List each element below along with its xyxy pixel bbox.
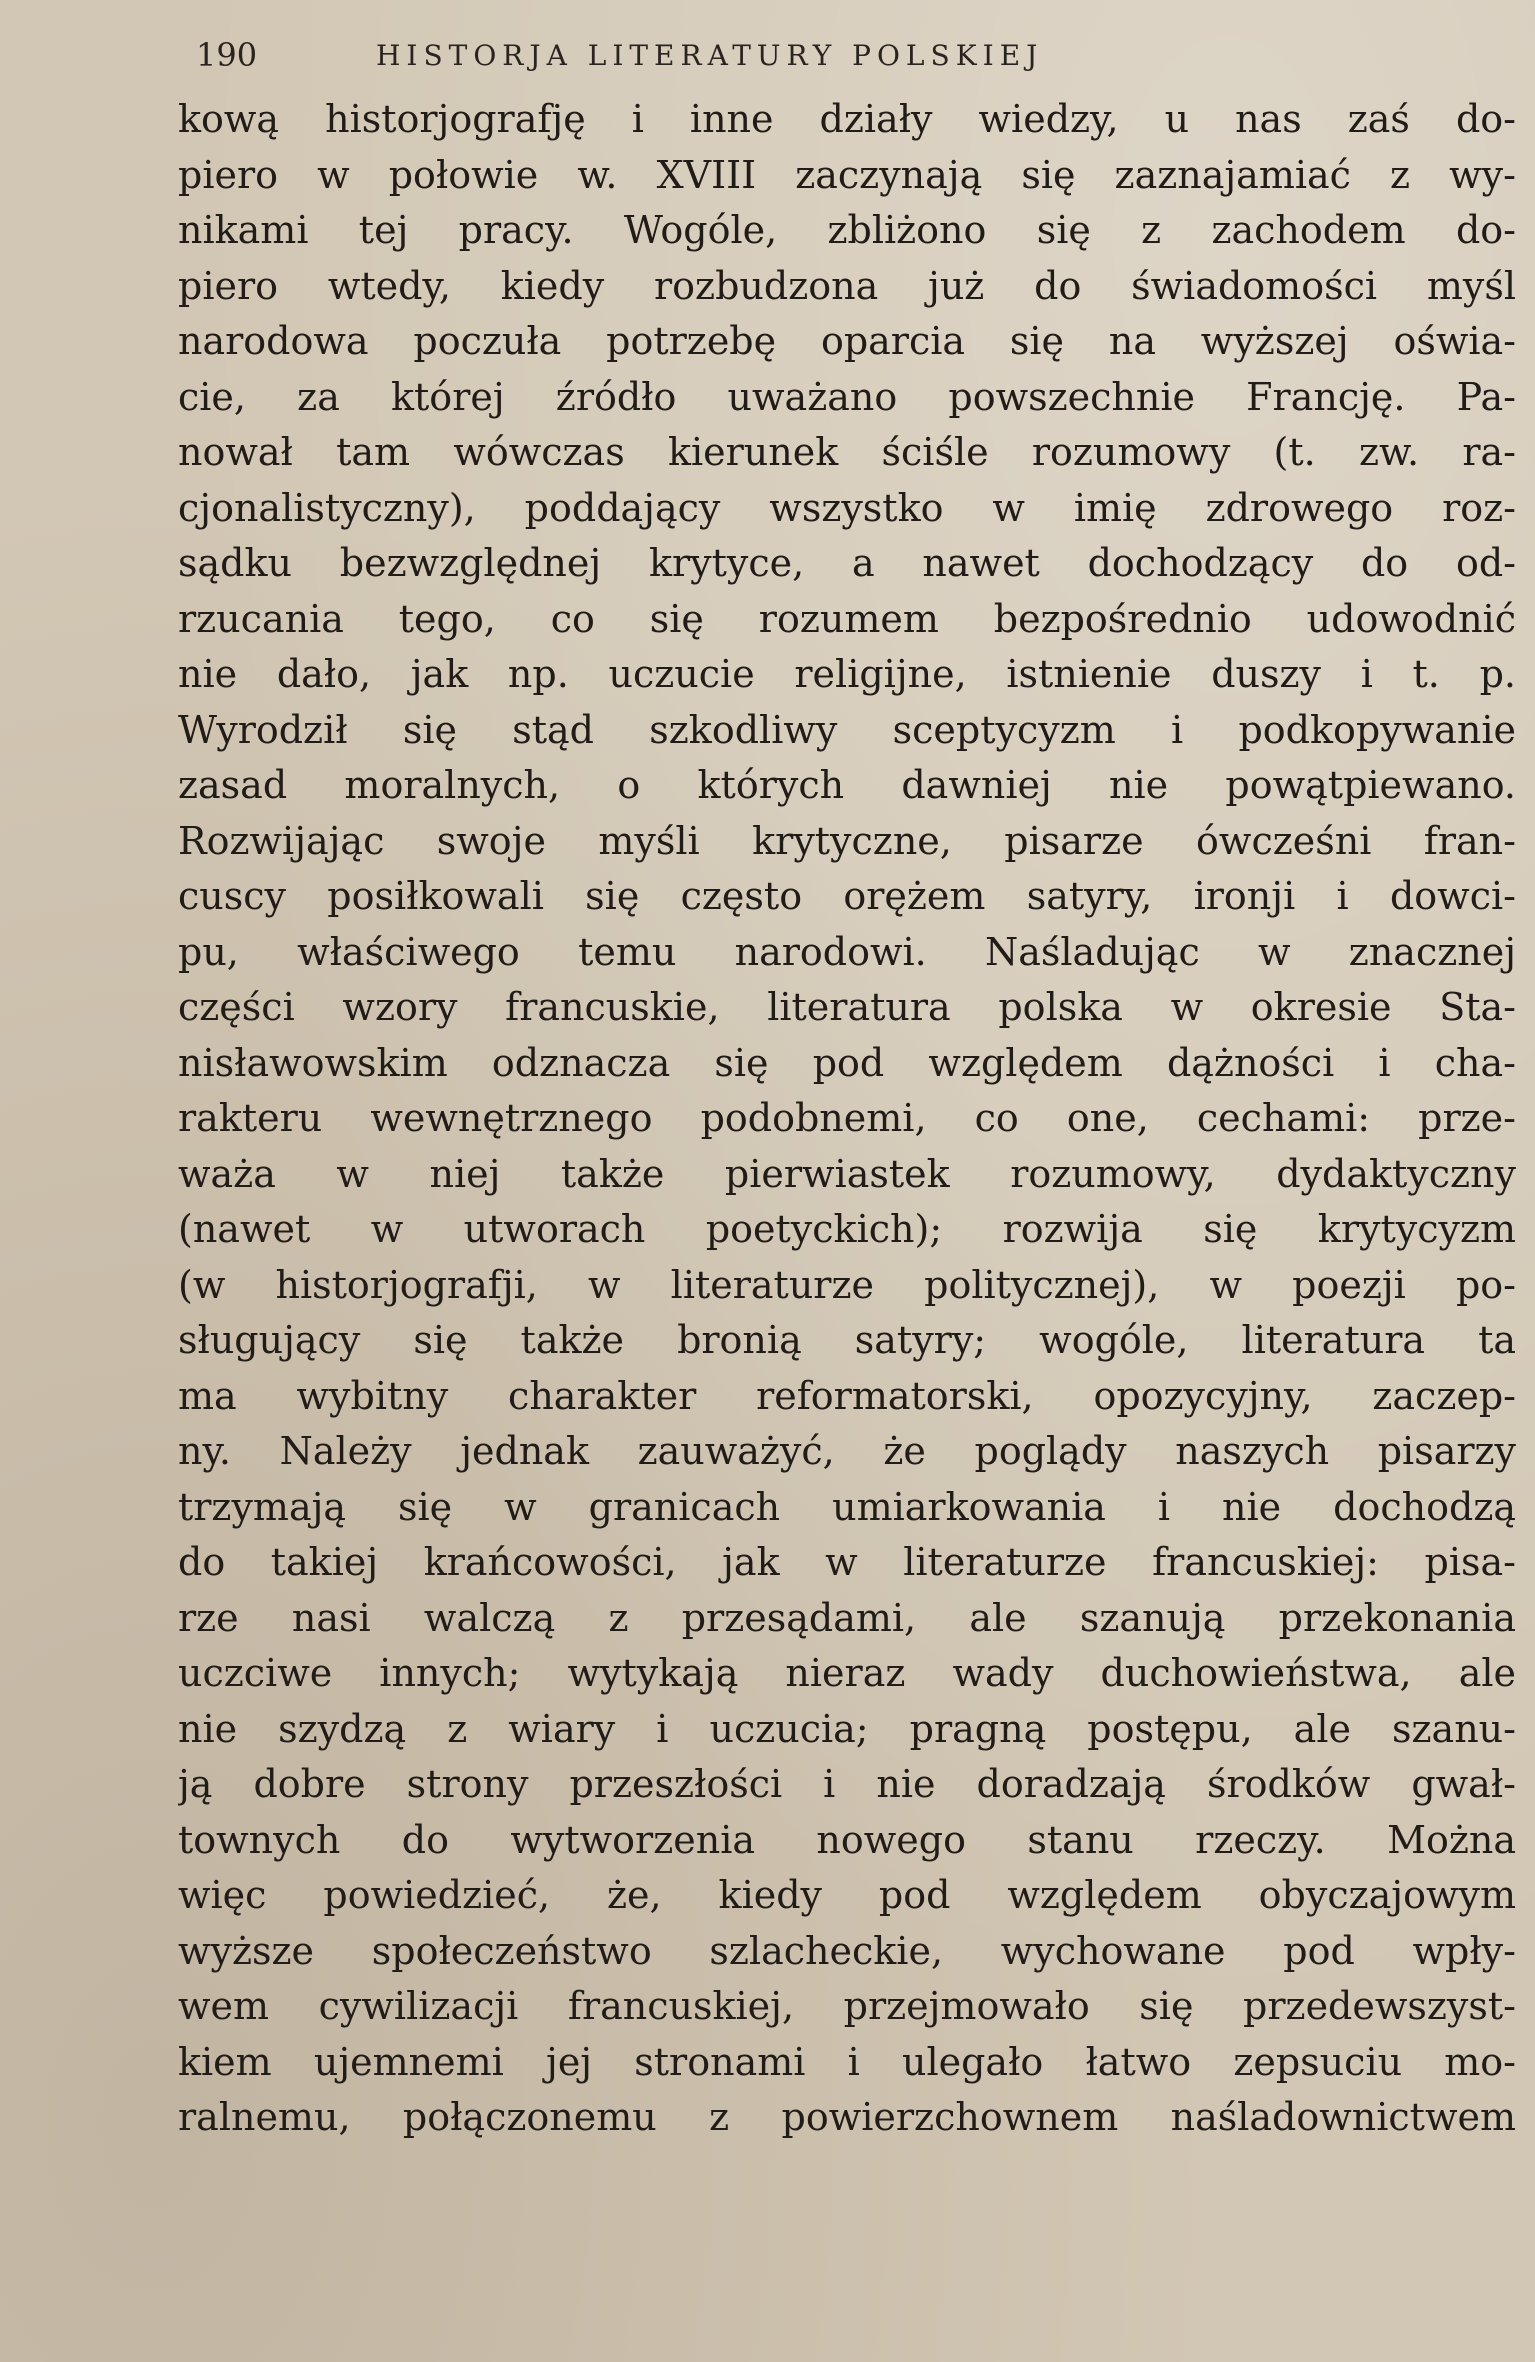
text-line: cjonalistyczny), poddający wszystko w imię zdrowego roz-: [178, 485, 1516, 530]
text-line: piero w połowie w. XVIII zaczynają się zaznajamiać z wy-: [178, 152, 1516, 197]
text-line: ma wybitny charakter reformatorski, opozycyjny, zaczep-: [178, 1373, 1516, 1418]
text-line: rze nasi walczą z przesądami, ale szanują przekonania: [178, 1595, 1516, 1640]
text-line: kową historjografję i inne działy wiedzy, u nas zaś do-: [178, 97, 1516, 141]
text-line: piero wtedy, kiedy rozbudzona już do świadomości myśl: [178, 263, 1516, 308]
text-line: ny. Należy jednak zauważyć, że poglądy naszych pisarzy: [178, 1429, 1516, 1473]
text-line: pu, właściwego temu narodowi. Naśladując w znacznej: [178, 929, 1516, 974]
text-line: Wyrodził się stąd szkodliwy sceptycyzm i podkopywanie: [178, 707, 1516, 752]
text-line: zasad moralnych, o których dawniej nie powątpiewano.: [178, 763, 1516, 807]
text-line: cuscy posiłkowali się często orężem satyry, ironji i dowci-: [178, 874, 1516, 918]
text-line: cie, za której źródło uważano powszechnie Francję. Pa-: [178, 374, 1516, 419]
text-line: wyższe społeczeństwo szlacheckie, wychowane pod wpły-: [178, 1928, 1516, 1973]
text-line: do takiej krańcowości, jak w literaturze francuskiej: pisa-: [178, 1540, 1516, 1584]
text-line: nisławowskim odznacza się pod względem dążności i cha-: [178, 1040, 1516, 1085]
text-line: części wzory francuskie, literatura polska w okresie Sta-: [178, 985, 1516, 1029]
text-line: Rozwijając swoje myśli krytyczne, pisarze ówcześni fran-: [178, 818, 1516, 863]
text-line: (nawet w utworach poetyckich); rozwija się krytycyzm: [178, 1207, 1516, 1251]
text-line: sługujący się także bronią satyry; wogóle, literatura ta: [178, 1318, 1516, 1362]
text-line: waża w niej także pierwiastek rozumowy, dydaktyczny: [178, 1151, 1516, 1196]
text-line: trzymają się w granicach umiarkowania i nie dochodzą: [178, 1484, 1516, 1529]
page-header: [196, 30, 1336, 80]
text-line: uczciwe innych; wytykają nieraz wady duchowieństwa, ale: [178, 1651, 1516, 1695]
text-line: (w historjografji, w literaturze politycznej), w poezji po-: [178, 1262, 1516, 1307]
text-line: kiem ujemnemi jej stronami i ulegało łatwo zepsuciu mo-: [178, 2039, 1516, 2084]
text-line: nie dało, jak np. uczucie religijne, istnienie duszy i t. p.: [178, 652, 1516, 696]
text-line: nie szydzą z wiary i uczucia; pragną postępu, ale szanu-: [178, 1706, 1516, 1751]
text-line: rakteru wewnętrznego podobnemi, co one, cechami: prze-: [178, 1096, 1516, 1140]
text-line: więc powiedzieć, że, kiedy pod względem obyczajowym: [178, 1873, 1516, 1917]
running-title: HISTORJA LITERATURY POLSKIEJ: [376, 38, 1044, 72]
text-line: nował tam wówczas kierunek ściśle rozumowy (t. zw. ra-: [178, 430, 1516, 474]
text-line: ją dobre strony przeszłości i nie doradzają środków gwał-: [178, 1762, 1516, 1806]
body-text: [178, 92, 1516, 2146]
text-line: wem cywilizacji francuskiej, przejmowało się przedewszyst-: [178, 1984, 1516, 2028]
text-line: rzucania tego, co się rozumem bezpośrednio udowodnić: [178, 596, 1516, 641]
text-line: townych do wytworzenia nowego stanu rzeczy. Można: [178, 1817, 1516, 1862]
text-line: sądku bezwzględnej krytyce, a nawet dochodzący do od-: [178, 541, 1516, 585]
text-line: nikami tej pracy. Wogóle, zbliżono się z zachodem do-: [178, 208, 1516, 252]
page-number: 190: [196, 36, 258, 74]
text-line: ralnemu, połączonemu z powierzchownem naśladownictwem: [178, 2095, 1516, 2139]
text-line: narodowa poczuła potrzebę oparcia się na wyższej oświa-: [178, 319, 1516, 363]
